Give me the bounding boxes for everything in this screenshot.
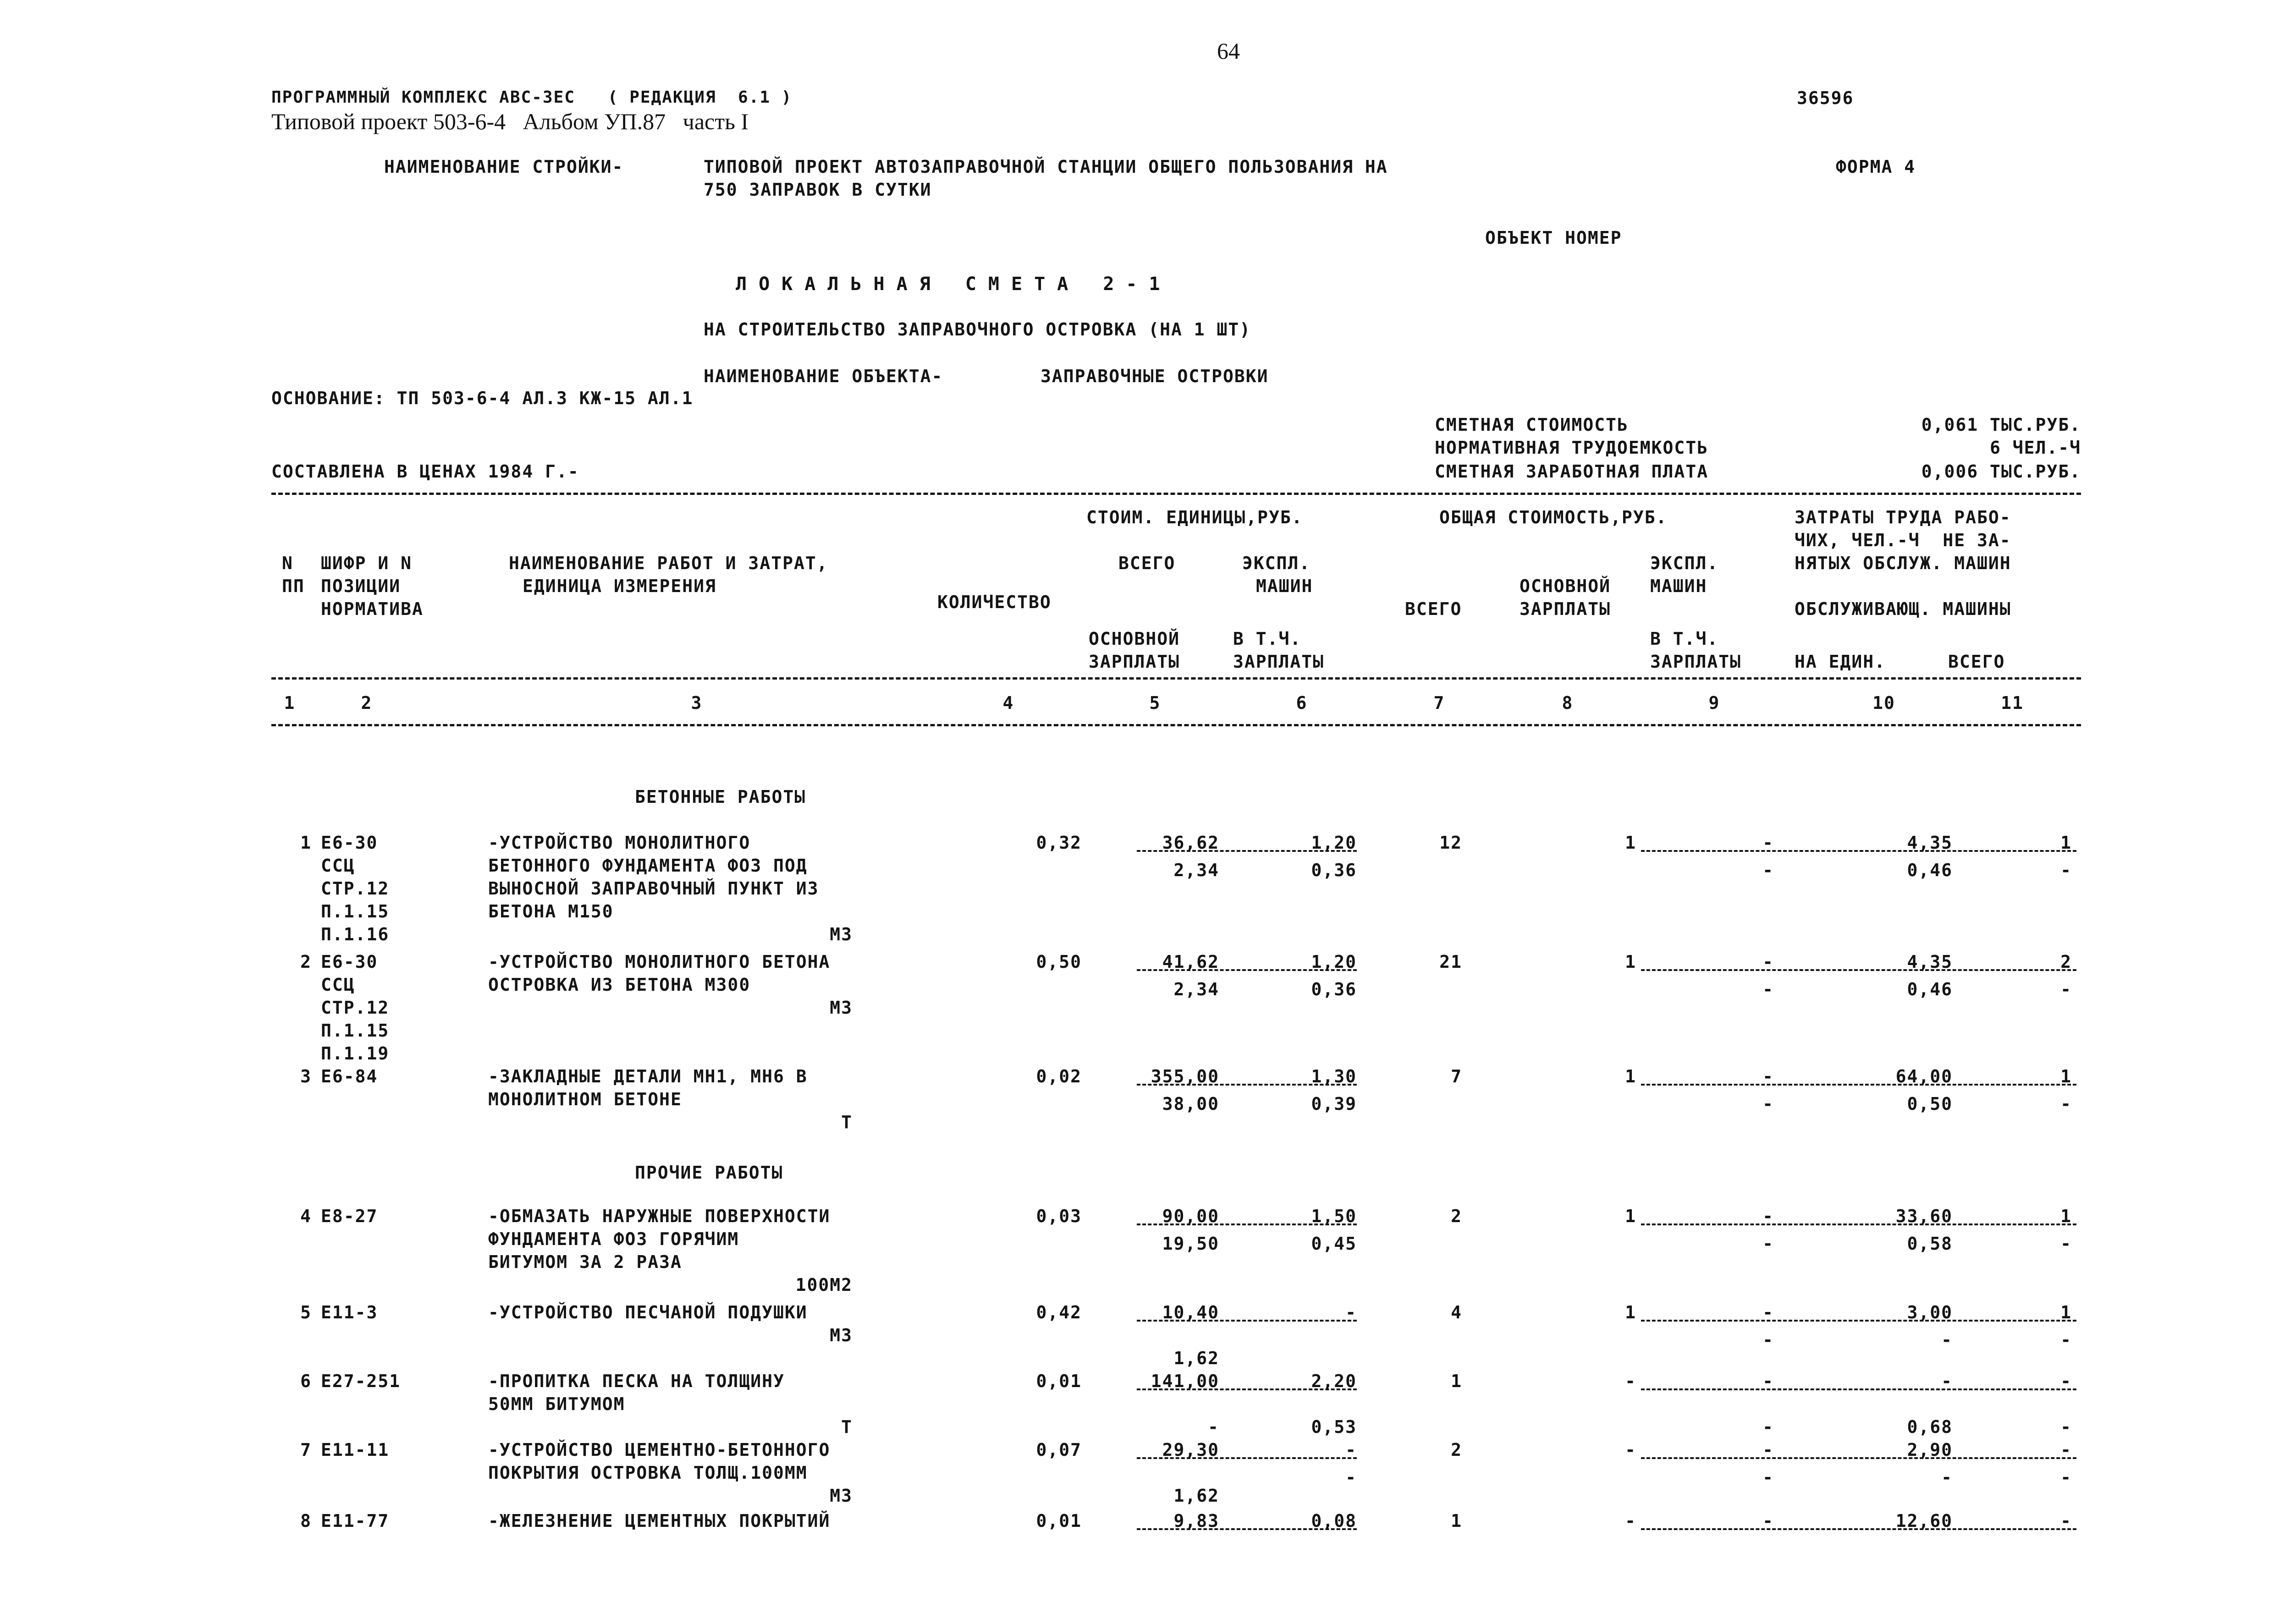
row-quantity: 0,50 — [1036, 952, 1082, 972]
object-name: ЗАПРАВОЧНЫЕ ОСТРОВКИ — [1041, 366, 1269, 386]
hdr-col2-line1: ШИФР И N — [321, 553, 413, 573]
row-quantity: 0,42 — [1036, 1302, 1082, 1322]
labor-per-unit: 64,00 — [1895, 1066, 1953, 1086]
cell-separator — [1137, 1084, 1357, 1086]
hdr-osn-zp-2: ЗАРПЛАТЫ — [1089, 652, 1180, 672]
labor-per-unit: 4,35 — [1907, 952, 1953, 972]
hdr-vtch-zp-1: В Т.Ч. — [1233, 629, 1302, 649]
total-machines: - — [1762, 833, 1774, 853]
total-machines: - — [1762, 952, 1774, 972]
labor-per-unit: 4,35 — [1907, 833, 1953, 853]
program-label: ПРОГРАММНЫЙ КОМПЛЕКС АВС-3ЕС ( РЕДАКЦИЯ 6.1 ) — [271, 88, 793, 107]
row-name: -ЗАКЛАДНЫЕ ДЕТАЛИ МН1, МН6 В — [488, 1066, 808, 1086]
labor-total: - — [2060, 1440, 2072, 1460]
row-name: -ПРОПИТКА ПЕСКА НА ТОЛЩИНУ — [488, 1371, 785, 1391]
cell-separator — [1641, 1223, 2076, 1225]
stroika-name-1: ТИПОВОЙ ПРОЕКТ АВТОЗАПРАВОЧНОЙ СТАНЦИИ ОБЩЕГО ПОЛЬЗОВАНИЯ НА — [704, 157, 1388, 177]
total-base-salary: - — [1625, 1511, 1636, 1531]
labor-per-unit: 3,00 — [1907, 1302, 1953, 1322]
hdr-col2-line2: ПОЗИЦИИ — [321, 576, 401, 596]
unit-salary-machines: 0,36 — [1311, 979, 1357, 999]
total-cost: 12 — [1439, 833, 1462, 853]
colnum-7: 7 — [1433, 693, 1445, 713]
summary-value-cost: 0,061 ТЫС.РУБ. — [1921, 415, 2081, 435]
row-name: БЕТОННОГО ФУНДАМЕНТА ФОЗ ПОД — [488, 856, 808, 876]
stroika-name-2: 750 ЗАПРАВОК В СУТКИ — [704, 180, 932, 200]
hdr-col1-line1: N — [282, 553, 293, 573]
row-name: -УСТРОЙСТВО МОНОЛИТНОГО — [488, 833, 751, 853]
hdr-labor-2: ЧИХ, ЧЕЛ.-Ч НЕ ЗА- — [1795, 530, 2011, 550]
page-number: 64 — [1217, 38, 1240, 64]
summary-label-salary: СМЕТНАЯ ЗАРАБОТНАЯ ПЛАТА — [1435, 461, 1709, 482]
labor-total: 2 — [2060, 952, 2072, 972]
colnum-9: 9 — [1708, 693, 1720, 713]
document-title: ЛОКАЛЬНАЯ СМЕТА 2-1 — [736, 274, 1172, 295]
total-cost: 4 — [1451, 1302, 1462, 1322]
row-code: Е6-30 — [321, 833, 378, 853]
hdr-osn-zp-1: ОСНОВНОЙ — [1089, 629, 1180, 649]
hdr-total-osn-1: ОСНОВНОЙ — [1520, 576, 1611, 596]
labor-per-unit: 12,60 — [1895, 1511, 1953, 1531]
row-code: П.1.15 — [321, 901, 390, 922]
unit-cost-machines: - — [1345, 1440, 1357, 1460]
labor-total: 1 — [2060, 1066, 2072, 1086]
cell-separator — [1641, 1457, 2076, 1459]
labor-total: 1 — [2060, 833, 2072, 853]
cell-separator — [1137, 1457, 1357, 1459]
row-name: ВЫНОСНОЙ ЗАПРАВОЧНЫЙ ПУНКТ ИЗ — [488, 878, 819, 899]
row-name: -ЖЕЛЕЗНЕНИЕ ЦЕМЕНТНЫХ ПОКРЫТИЙ — [488, 1511, 831, 1531]
total-machines: - — [1762, 1511, 1774, 1531]
row-quantity: 0,07 — [1036, 1440, 1082, 1460]
labor-total: - — [2060, 1511, 2072, 1531]
cell-separator — [1137, 1528, 1357, 1530]
unit-base-salary: - — [1208, 1417, 1219, 1437]
labor-total-machines: - — [2060, 1467, 2072, 1487]
row-name: ПОКРЫТИЯ ОСТРОВКА ТОЛЩ.100ММ — [488, 1463, 808, 1483]
row-code: СТР.12 — [321, 878, 390, 899]
unit-cost-total: 90,00 — [1162, 1206, 1219, 1226]
hdr-unit-cost: СТОИМ. ЕДИНИЦЫ,РУБ. — [1086, 507, 1303, 527]
total-machines-salary: - — [1762, 1417, 1774, 1437]
total-machines-salary: - — [1762, 1094, 1774, 1114]
hdr-col4: КОЛИЧЕСТВО — [937, 592, 1052, 612]
cell-separator — [1641, 1084, 2076, 1086]
total-machines: - — [1762, 1440, 1774, 1460]
hdr-vtch-zp-2: ЗАРПЛАТЫ — [1233, 652, 1325, 672]
row-code: Е8-27 — [321, 1206, 378, 1226]
total-machines-salary: - — [1762, 979, 1774, 999]
hdr-col2-line3: НОРМАТИВА — [321, 599, 424, 619]
osnovanie: ОСНОВАНИЕ: ТП 503-6-4 АЛ.3 КЖ-15 АЛ.1 — [271, 388, 694, 408]
total-cost: 2 — [1451, 1206, 1462, 1226]
colnum-6: 6 — [1296, 693, 1308, 713]
labor-per-unit: 2,90 — [1907, 1440, 1953, 1460]
cell-separator — [1137, 1320, 1357, 1322]
total-cost: 1 — [1451, 1511, 1462, 1531]
unit-cost-machines: - — [1345, 1302, 1357, 1322]
row-unit: М3 — [830, 998, 853, 1018]
unit-cost-total: 141,00 — [1151, 1371, 1219, 1391]
row-code: Е6-84 — [321, 1066, 378, 1086]
forma-label: ФОРМА 4 — [1836, 157, 1916, 177]
unit-cost-total: 355,00 — [1151, 1066, 1219, 1086]
colnum-2: 2 — [361, 693, 373, 713]
unit-cost-total: 9,83 — [1173, 1511, 1219, 1531]
row-name: МОНОЛИТНОМ БЕТОНЕ — [488, 1089, 682, 1109]
unit-base-salary: 2,34 — [1173, 860, 1219, 880]
colnum-1: 1 — [284, 693, 296, 713]
unit-base-salary: 1,62 — [1173, 1486, 1219, 1506]
cell-separator — [1641, 969, 2076, 971]
colnum-5: 5 — [1149, 693, 1161, 713]
summary-value-salary: 0,006 ТЫС.РУБ. — [1921, 461, 2081, 482]
total-machines: - — [1762, 1206, 1774, 1226]
unit-cost-total: 36,62 — [1162, 833, 1219, 853]
total-machines-salary: - — [1762, 860, 1774, 880]
row-name: БЕТОНА М150 — [488, 901, 614, 922]
row-name: -УСТРОЙСТВО ЦЕМЕНТНО-БЕТОННОГО — [488, 1440, 831, 1460]
total-cost: 1 — [1451, 1371, 1462, 1391]
row-code: Е11-77 — [321, 1511, 390, 1531]
total-cost: 7 — [1451, 1066, 1462, 1086]
row-unit: М3 — [830, 1325, 853, 1345]
row-number: 5 — [300, 1302, 312, 1322]
hdr-col1-line2: ПП — [282, 576, 305, 596]
unit-cost-total: 41,62 — [1162, 952, 1219, 972]
row-number: 1 — [300, 833, 312, 853]
labor-total: 1 — [2060, 1206, 2072, 1226]
hdr-labor-sub-1: НА ЕДИН. — [1795, 652, 1886, 672]
labor-total: 1 — [2060, 1302, 2072, 1322]
total-cost: 2 — [1451, 1440, 1462, 1460]
unit-salary-machines: 0,53 — [1311, 1417, 1357, 1437]
labor-per-unit-machines: - — [1941, 1467, 1953, 1487]
row-number: 4 — [300, 1206, 312, 1226]
unit-cost-total: 29,30 — [1162, 1440, 1219, 1460]
row-code: П.1.19 — [321, 1043, 390, 1064]
hdr-labor-sub-2: ВСЕГО — [1948, 652, 2005, 672]
hdr-labor-1: ЗАТРАТЫ ТРУДА РАБО- — [1795, 507, 2011, 527]
colnum-8: 8 — [1562, 693, 1574, 713]
row-name: ФУНДАМЕНТА ФОЗ ГОРЯЧИМ — [488, 1229, 739, 1249]
labor-per-unit-machines: 0,46 — [1907, 979, 1953, 999]
labor-total: - — [2060, 1371, 2072, 1391]
row-number: 7 — [300, 1440, 312, 1460]
header-bottom-rule — [271, 677, 2081, 680]
total-base-salary: 1 — [1625, 1206, 1636, 1226]
colnum-11: 11 — [2001, 693, 2024, 713]
labor-per-unit: 33,60 — [1895, 1206, 1953, 1226]
cell-separator — [1641, 1388, 2076, 1390]
colnum-4: 4 — [1002, 693, 1014, 713]
row-code: П.1.16 — [321, 924, 390, 944]
summary-value-labor: 6 ЧЕЛ.-Ч — [1989, 438, 2081, 458]
total-machines-salary: - — [1762, 1467, 1774, 1487]
section-title: ПРОЧИЕ РАБОТЫ — [635, 1163, 783, 1183]
row-name: -ОБМАЗАТЬ НАРУЖНЫЕ ПОВЕРХНОСТИ — [488, 1206, 831, 1226]
total-cost: 21 — [1439, 952, 1462, 972]
total-machines: - — [1762, 1302, 1774, 1322]
unit-salary-machines: 0,39 — [1311, 1094, 1357, 1114]
row-name: -УСТРОЙСТВО МОНОЛИТНОГО БЕТОНА — [488, 952, 831, 972]
row-code: ССЦ — [321, 856, 355, 876]
labor-per-unit-machines: 0,50 — [1907, 1094, 1953, 1114]
total-machines-salary: - — [1762, 1234, 1774, 1254]
unit-cost-machines: 2,20 — [1311, 1371, 1357, 1391]
unit-base-salary: 2,34 — [1173, 979, 1219, 999]
row-number: 3 — [300, 1066, 312, 1086]
hdr-total-cost: ОБЩАЯ СТОИМОСТЬ,РУБ. — [1439, 507, 1668, 527]
row-name: ОСТРОВКА ИЗ БЕТОНА М300 — [488, 975, 751, 995]
object-number-label: ОБЪЕКТ НОМЕР — [1485, 228, 1622, 248]
hdr-vsego: ВСЕГО — [1118, 553, 1176, 573]
hdr-labor-4: ОБСЛУЖИВАЮЩ. МАШИНЫ — [1795, 599, 2011, 619]
document-subtitle: НА СТРОИТЕЛЬСТВО ЗАПРАВОЧНОГО ОСТРОВКА (НА 1 ШТ) — [704, 319, 1251, 340]
total-base-salary: 1 — [1625, 833, 1636, 853]
hdr-ekspl-2: МАШИН — [1256, 576, 1313, 596]
row-code: СТР.12 — [321, 998, 390, 1018]
colnum-10: 10 — [1872, 693, 1895, 713]
hdr-total-ekspl-3: В Т.Ч. — [1650, 629, 1719, 649]
total-machines-salary: - — [1762, 1330, 1774, 1350]
total-base-salary: 1 — [1625, 1066, 1636, 1086]
stroika-label: НАИМЕНОВАНИЕ СТРОЙКИ- — [384, 157, 624, 177]
labor-total-machines: - — [2060, 979, 2072, 999]
labor-total-machines: - — [2060, 1330, 2072, 1350]
summary-label-labor: НОРМАТИВНАЯ ТРУДОЕМКОСТЬ — [1435, 438, 1709, 458]
project-line: Типовой проект 503-6-4 Альбом УП.87 часть I — [271, 109, 749, 134]
row-code: Е11-3 — [321, 1302, 378, 1322]
doc-number: 36596 — [1797, 88, 1854, 108]
labor-per-unit: - — [1941, 1371, 1953, 1391]
row-code: Е6-30 — [321, 952, 378, 972]
row-quantity: 0,02 — [1036, 1066, 1082, 1086]
row-name: БИТУМОМ ЗА 2 РАЗА — [488, 1252, 682, 1272]
hdr-total-osn-2: ЗАРПЛАТЫ — [1520, 599, 1611, 619]
row-unit: М3 — [830, 924, 853, 944]
hdr-ekspl-1: ЭКСПЛ. — [1242, 553, 1311, 573]
row-quantity: 0,01 — [1036, 1371, 1082, 1391]
row-quantity: 0,01 — [1036, 1511, 1082, 1531]
unit-base-salary: 1,62 — [1173, 1348, 1219, 1368]
labor-total-machines: - — [2060, 1094, 2072, 1114]
labor-total-machines: - — [2060, 1417, 2072, 1437]
row-code: Е27-251 — [321, 1371, 401, 1391]
unit-cost-machines: 0,08 — [1311, 1511, 1357, 1531]
unit-salary-machines: - — [1345, 1467, 1357, 1487]
row-unit: Т — [841, 1417, 853, 1437]
row-number: 6 — [300, 1371, 312, 1391]
hdr-total-ekspl-2: МАШИН — [1650, 576, 1707, 596]
hdr-total-ekspl-4: ЗАРПЛАТЫ — [1650, 652, 1742, 672]
hdr-col3-line1: НАИМЕНОВАНИЕ РАБОТ И ЗАТРАТ, — [509, 553, 828, 573]
sostavlena: СОСТАВЛЕНА В ЦЕНАХ 1984 Г.- — [271, 461, 579, 482]
row-name: 50ММ БИТУМОМ — [488, 1394, 625, 1414]
section-title: БЕТОННЫЕ РАБОТЫ — [635, 787, 806, 807]
unit-cost-machines: 1,30 — [1311, 1066, 1357, 1086]
row-unit: Т — [841, 1112, 853, 1132]
labor-per-unit-machines: 0,68 — [1907, 1417, 1953, 1437]
labor-per-unit-machines: - — [1941, 1330, 1953, 1350]
cell-separator — [1641, 1320, 2076, 1322]
total-machines: - — [1762, 1371, 1774, 1391]
cell-separator — [1137, 850, 1357, 852]
unit-salary-machines: 0,45 — [1311, 1234, 1357, 1254]
row-number: 2 — [300, 952, 312, 972]
row-code: П.1.15 — [321, 1020, 390, 1041]
object-name-label: НАИМЕНОВАНИЕ ОБЪЕКТА- — [704, 366, 943, 386]
hdr-total-ekspl-1: ЭКСПЛ. — [1650, 553, 1719, 573]
row-code: Е11-11 — [321, 1440, 390, 1460]
unit-cost-machines: 1,50 — [1311, 1206, 1357, 1226]
row-quantity: 0,32 — [1036, 833, 1082, 853]
unit-salary-machines: 0,36 — [1311, 860, 1357, 880]
colnum-3: 3 — [691, 693, 703, 713]
row-unit: М3 — [830, 1486, 853, 1506]
labor-total-machines: - — [2060, 1234, 2072, 1254]
total-machines: - — [1762, 1066, 1774, 1086]
cell-separator — [1641, 1528, 2076, 1530]
cell-separator — [1137, 1388, 1357, 1390]
row-number: 8 — [300, 1511, 312, 1531]
labor-per-unit-machines: 0,58 — [1907, 1234, 1953, 1254]
row-quantity: 0,03 — [1036, 1206, 1082, 1226]
table-top-rule — [271, 493, 2081, 495]
unit-base-salary: 19,50 — [1162, 1234, 1219, 1254]
row-code: ССЦ — [321, 975, 355, 995]
labor-per-unit-machines: 0,46 — [1907, 860, 1953, 880]
unit-cost-machines: 1,20 — [1311, 952, 1357, 972]
cell-separator — [1137, 969, 1357, 971]
cell-separator — [1641, 850, 2076, 852]
hdr-total-vsego: ВСЕГО — [1405, 599, 1462, 619]
hdr-col3-line2: ЕДИНИЦА ИЗМЕРЕНИЯ — [523, 576, 716, 596]
unit-cost-machines: 1,20 — [1311, 833, 1357, 853]
labor-total-machines: - — [2060, 860, 2072, 880]
row-unit: 100М2 — [795, 1275, 853, 1295]
summary-label-cost: СМЕТНАЯ СТОИМОСТЬ — [1435, 415, 1629, 435]
total-base-salary: - — [1625, 1371, 1636, 1391]
total-base-salary: 1 — [1625, 1302, 1636, 1322]
numbers-bottom-rule — [271, 724, 2081, 726]
row-name: -УСТРОЙСТВО ПЕСЧАНОЙ ПОДУШКИ — [488, 1302, 808, 1322]
unit-base-salary: 38,00 — [1162, 1094, 1219, 1114]
cell-separator — [1137, 1223, 1357, 1225]
hdr-labor-3: НЯТЫХ ОБСЛУЖ. МАШИН — [1795, 553, 2011, 573]
total-base-salary: 1 — [1625, 952, 1636, 972]
total-base-salary: - — [1625, 1440, 1636, 1460]
unit-cost-total: 10,40 — [1162, 1302, 1219, 1322]
